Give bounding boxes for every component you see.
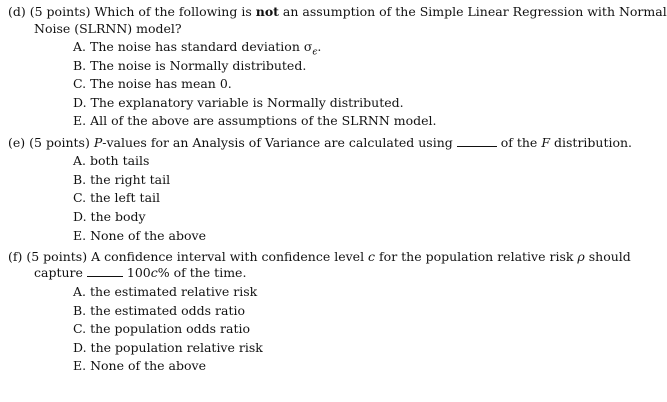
option-letter: E. [73, 113, 87, 128]
question-number: (e) [8, 135, 26, 150]
question-text: of the [500, 135, 538, 150]
math-c: c [150, 265, 158, 280]
option-text: the right tail [90, 172, 171, 187]
option-e-c[interactable] [73, 190, 160, 206]
math-p: P [93, 135, 103, 150]
question-text: distribution. [554, 135, 633, 150]
option-text: the body [90, 209, 146, 224]
question-text: capture [34, 265, 83, 280]
question-e-prompt [8, 135, 632, 151]
option-letter: E. [73, 358, 87, 373]
option-letter: D. [73, 340, 87, 355]
option-f-c[interactable] [73, 321, 250, 337]
option-text: The noise is Normally distributed. [90, 58, 307, 73]
question-text: % of the time. [157, 265, 247, 280]
option-letter: B. [73, 172, 87, 187]
question-points: (5 points) [29, 135, 90, 150]
question-points: (5 points) [26, 249, 88, 264]
math-c: c [368, 249, 376, 264]
question-f-prompt-line1 [8, 249, 631, 265]
option-text: the population relative risk [90, 340, 263, 355]
option-text: The noise has standard deviation σ [90, 39, 313, 54]
option-letter: B. [73, 58, 87, 73]
question-f-prompt-line2 [34, 265, 246, 281]
answer-blank[interactable] [87, 266, 123, 277]
math-f: F [541, 135, 551, 150]
option-letter: C. [73, 321, 87, 336]
option-f-b[interactable] [73, 303, 245, 319]
option-text: the estimated relative risk [90, 284, 258, 299]
question-text: Which of the following is [94, 4, 252, 19]
option-text: the estimated odds ratio [90, 303, 246, 318]
question-text: should [588, 249, 631, 264]
question-number: (f) [8, 249, 23, 264]
question-text: A confidence interval with confidence level [91, 249, 365, 264]
math-rho: ρ [577, 249, 585, 264]
option-text: All of the above are assumptions of the SLRNN model. [90, 113, 437, 128]
option-text: The noise has mean 0. [90, 76, 232, 91]
option-letter: A. [73, 39, 87, 54]
option-subscript: ϵ [312, 47, 318, 58]
option-letter: D. [73, 209, 87, 224]
question-d-prompt-line2 [34, 21, 182, 37]
option-f-e[interactable] [73, 358, 206, 374]
question-text: for the population relative risk [379, 249, 574, 264]
option-text: The explanatory variable is Normally distributed. [90, 95, 404, 110]
option-e-e[interactable] [73, 228, 206, 244]
option-text: both tails [90, 153, 150, 168]
option-letter: A. [73, 153, 87, 168]
question-number: (d) [8, 4, 26, 19]
question-points: (5 points) [29, 4, 91, 19]
answer-blank[interactable] [457, 136, 497, 147]
option-letter: E. [73, 228, 87, 243]
option-letter: B. [73, 303, 87, 318]
option-f-d[interactable] [73, 340, 263, 356]
option-f-a[interactable] [73, 284, 257, 300]
question-text: 100 [126, 265, 151, 280]
option-text: None of the above [90, 358, 206, 373]
option-text: None of the above [90, 228, 206, 243]
question-text: an assumption of the Simple Linear Regression with Normal [282, 4, 667, 19]
option-letter: C. [73, 76, 87, 91]
option-tail: . [317, 39, 322, 54]
option-e-a[interactable] [73, 153, 149, 169]
option-e-d[interactable] [73, 209, 146, 225]
option-letter: C. [73, 190, 87, 205]
option-text: the left tail [90, 190, 161, 205]
option-d-d[interactable] [73, 95, 404, 111]
option-d-c[interactable] [73, 76, 232, 92]
question-d-prompt-line1 [8, 4, 667, 20]
emphasis-not: not [255, 4, 279, 19]
option-letter: D. [73, 95, 87, 110]
option-text: the population odds ratio [90, 321, 251, 336]
option-e-b[interactable] [73, 172, 170, 188]
option-letter: A. [73, 284, 87, 299]
question-text: -values for an Analysis of Variance are calculated using [102, 135, 453, 150]
option-d-b[interactable] [73, 58, 306, 74]
option-d-e[interactable] [73, 113, 437, 129]
question-text: Noise (SLRNN) model? [34, 21, 182, 36]
